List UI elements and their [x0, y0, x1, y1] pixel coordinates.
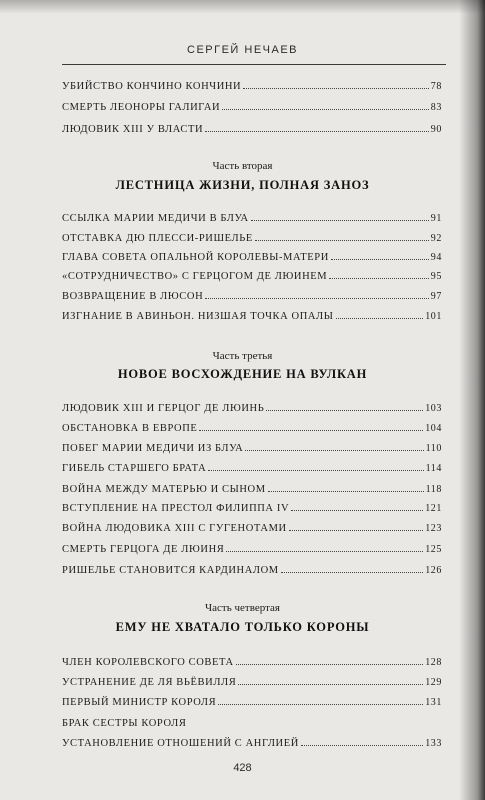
toc-leader-dots [281, 572, 423, 573]
toc-entry [62, 440, 442, 454]
toc-entry [62, 268, 442, 282]
toc-entry-title: ПЕРВЫЙ МИНИСТР КОРОЛЯ [62, 697, 217, 708]
toc-entry-title: УСТРАНЕНИЕ ДЕ ЛЯ ВЬЁВИЛЛЯ [62, 677, 237, 688]
toc-entry-title: ПОБЕГ МАРИИ МЕДИЧИ ИЗ БЛУА [62, 443, 244, 454]
toc-entry-title: СМЕРТЬ ГЕРЦОГА ДЕ ЛЮИНЯ [62, 544, 225, 555]
toc-entry-title: ВОЗВРАЩЕНИЕ В ЛЮСОН [62, 291, 204, 302]
toc-entry-title: СМЕРТЬ ЛЕОНОРЫ ГАЛИГАИ [62, 102, 221, 113]
toc-leader-dots [251, 220, 429, 221]
toc-entry-title: ГИБЕЛЬ СТАРШЕГО БРАТА [62, 463, 207, 474]
toc-leader-dots [255, 240, 429, 241]
toc-entry-page: 129 [425, 677, 442, 688]
toc-entry-page: 133 [425, 738, 442, 749]
toc-entry [62, 249, 442, 263]
toc-entry-title: ЛЮДОВИК XIII У ВЛАСТИ [62, 124, 204, 135]
toc-entry-title: ОТСТАВКА ДЮ ПЛЕССИ-РИШЕЛЬЕ [62, 233, 253, 244]
toc-entry [62, 308, 442, 322]
toc-entry-title: «СОТРУДНИЧЕСТВО» С ГЕРЦОГОМ ДЕ ЛЮИНЕМ [62, 271, 328, 282]
toc-entry-title: ГЛАВА СОВЕТА ОПАЛЬНОЙ КОРОЛЕВЫ-МАТЕРИ [62, 252, 329, 263]
toc-leader-dots [226, 551, 423, 552]
toc-entry-page: 90 [430, 124, 442, 135]
toc-entry [62, 562, 442, 576]
toc-entry [62, 420, 442, 434]
toc-entry [62, 735, 442, 749]
toc-entry-title: УБИЙСТВО КОНЧИНО КОНЧИНИ [62, 81, 242, 92]
toc-entry-title: ВОЙНА ЛЮДОВИКА XIII С ГУГЕНОТАМИ [62, 523, 287, 534]
toc-entry-page: 131 [425, 697, 442, 708]
toc-leader-dots [331, 259, 429, 260]
toc-entry-page: 126 [425, 565, 442, 576]
toc-entry-title: БРАК СЕСТРЫ КОРОЛЯ [62, 718, 187, 729]
toc-entry-title: ССЫЛКА МАРИИ МЕДИЧИ В БЛУА [62, 213, 249, 224]
spine-shadow [459, 0, 485, 800]
toc-entry-page: 83 [430, 102, 442, 113]
toc-entry-title: РИШЕЛЬЕ СТАНОВИТСЯ КАРДИНАЛОМ [62, 565, 279, 576]
toc-entry-page: 91 [430, 213, 442, 224]
toc-entry-title: УСТАНОВЛЕНИЕ ОТНОШЕНИЙ С АНГЛИЕЙ [62, 738, 299, 749]
part-three-label: Часть третья [212, 350, 273, 362]
toc-entry [62, 654, 442, 668]
toc-leader-dots [245, 450, 423, 451]
toc-entry [62, 400, 442, 414]
toc-leader-dots [329, 278, 429, 279]
toc-entry-title: ЛЮДОВИК XIII И ГЕРЦОГ ДЕ ЛЮИНЬ [62, 403, 265, 414]
toc-entry-page: 94 [430, 252, 442, 263]
toc-entry-title: ОБСТАНОВКА В ЕВРОПЕ [62, 423, 198, 434]
toc-entry-page: 123 [425, 523, 442, 534]
toc-entry-page: 103 [425, 403, 442, 414]
toc-entry [62, 121, 442, 135]
toc-entry [62, 500, 442, 514]
page-top-shadow [0, 0, 485, 14]
toc-entry-page: 110 [425, 443, 442, 454]
toc-entry-page: 95 [430, 271, 442, 282]
toc-entry-title: ЧЛЕН КОРОЛЕВСКОГО СОВЕТА [62, 657, 234, 668]
toc-entry-page: 125 [425, 544, 442, 555]
toc-leader-dots [199, 430, 423, 431]
toc-leader-dots [236, 664, 424, 665]
toc-entry [62, 230, 442, 244]
toc-entry-page: 101 [425, 311, 442, 322]
toc-leader-dots [301, 745, 423, 746]
toc-leader-dots [238, 684, 423, 685]
toc-entry-page: 128 [425, 657, 442, 668]
toc-leader-dots [268, 491, 424, 492]
toc-entry [62, 210, 442, 224]
toc-entry-page: 118 [425, 484, 442, 495]
toc-entry [62, 541, 442, 555]
part-four-label: Часть четвертая [205, 602, 280, 614]
toc-leader-dots [243, 88, 429, 89]
toc-entry-title: ИЗГНАНИЕ В АВИНЬОН. НИЗШАЯ ТОЧКА ОПАЛЫ [62, 311, 334, 322]
toc-entry [62, 78, 442, 92]
toc-entry-page: 104 [425, 423, 442, 434]
toc-entry [62, 715, 442, 729]
toc-entry [62, 481, 442, 495]
toc-leader-dots [336, 318, 424, 319]
toc-entry [62, 99, 442, 113]
part-two-label: Часть вторая [212, 160, 273, 172]
toc-leader-dots [291, 510, 423, 511]
toc-entry-page: 97 [430, 291, 442, 302]
toc-leader-dots [205, 298, 429, 299]
toc-leader-dots [222, 109, 429, 110]
header-rule [62, 64, 446, 65]
toc-leader-dots [289, 530, 423, 531]
toc-entry [62, 460, 442, 474]
part-two-title: ЛЕСТНИЦА ЖИЗНИ, ПОЛНАЯ ЗАНОЗ [115, 178, 370, 192]
toc-entry-title: ВОЙНА МЕЖДУ МАТЕРЬЮ И СЫНОМ [62, 484, 266, 495]
part-three-title: НОВОЕ ВОСХОЖДЕНИЕ НА ВУЛКАН [117, 367, 368, 381]
toc-entry-title: ВСТУПЛЕНИЕ НА ПРЕСТОЛ ФИЛИППА IV [62, 503, 290, 514]
page-number: 428 [233, 762, 252, 774]
toc-leader-dots [218, 704, 423, 705]
toc-entry-page: 78 [430, 81, 442, 92]
toc-entry [62, 520, 442, 534]
toc-entry [62, 674, 442, 688]
toc-entry-page: 92 [430, 233, 442, 244]
toc-leader-dots [205, 131, 429, 132]
toc-entry [62, 694, 442, 708]
toc-leader-dots [266, 410, 423, 411]
toc-entry-page: 114 [425, 463, 442, 474]
part-four-title: ЕМУ НЕ ХВАТАЛО ТОЛЬКО КОРОНЫ [115, 620, 370, 634]
toc-leader-dots [208, 470, 423, 471]
toc-entry [62, 288, 442, 302]
toc-entry-page: 121 [425, 503, 442, 514]
running-head: СЕРГЕЙ НЕЧАЕВ [187, 44, 298, 56]
